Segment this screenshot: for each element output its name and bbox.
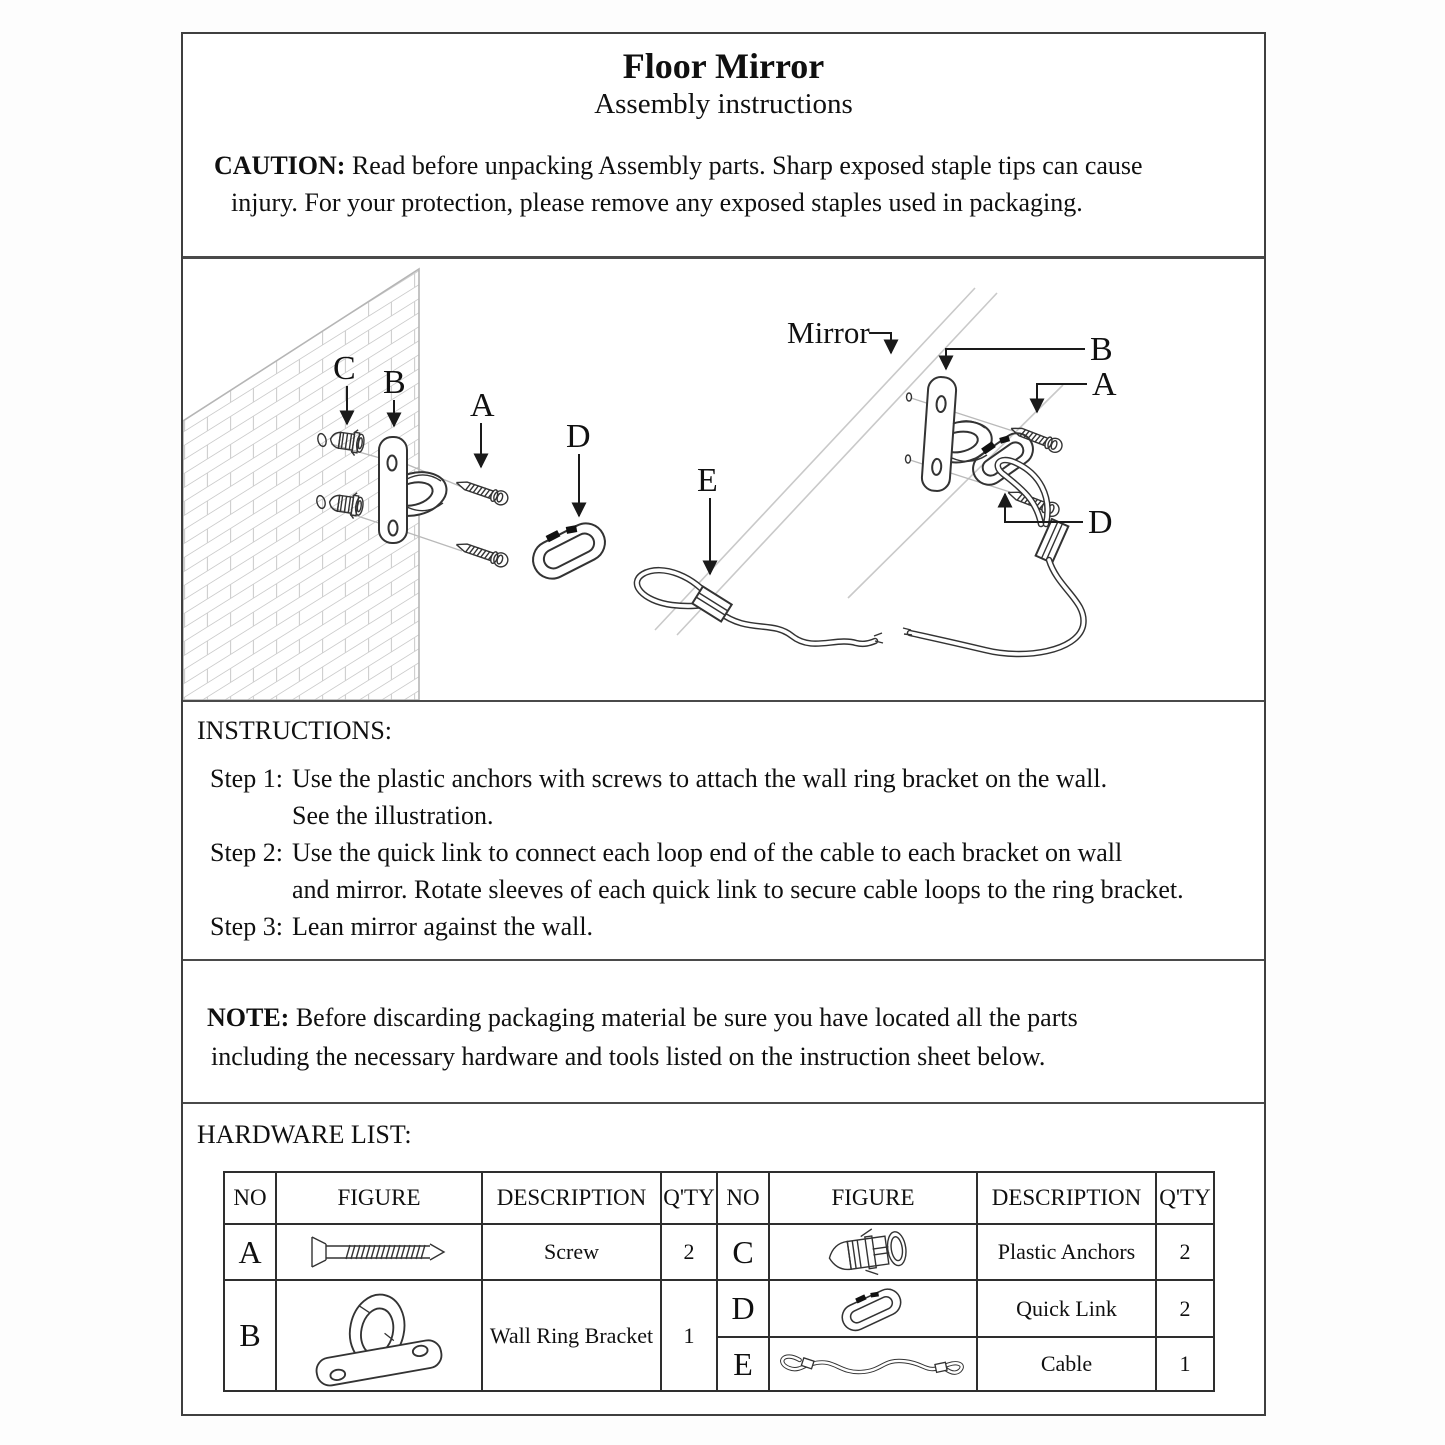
col-no-right: NO	[717, 1172, 769, 1224]
hardware-table	[223, 1171, 1215, 1392]
note-line1: NOTE: Before discarding packaging material be sure you have located all the parts	[207, 1003, 1078, 1032]
page-subtitle: Assembly instructions	[594, 88, 853, 120]
plastic-anchor-figure	[823, 1226, 923, 1278]
item-c-description: Plastic Anchors	[977, 1224, 1156, 1280]
hardware-row-a-c	[224, 1224, 1214, 1280]
item-d-qty: 2	[1156, 1280, 1214, 1337]
page-title: Floor Mirror	[622, 46, 825, 86]
screw-left-2	[454, 538, 510, 569]
caution-line2: injury. For your protection, please remove any exposed staples used in packaging.	[231, 188, 1083, 217]
screw-left-1	[454, 476, 510, 507]
step-1-label: Step 1:	[210, 764, 283, 793]
caution-label: CAUTION:	[214, 151, 346, 180]
label-b-right: B	[1090, 331, 1113, 368]
col-no-left: NO	[224, 1172, 276, 1224]
item-b-description: Wall Ring Bracket	[482, 1280, 661, 1391]
wall-ring-bracket-figure	[299, 1285, 459, 1387]
hardware-section	[183, 1104, 1264, 1414]
item-e-description: Cable	[977, 1337, 1156, 1391]
diagram-section	[183, 259, 1264, 702]
step-3-text: Lean mirror against the wall.	[292, 912, 594, 941]
note-label: NOTE:	[207, 1003, 290, 1032]
sheet-border	[181, 32, 1266, 1416]
item-c-figure	[769, 1224, 977, 1280]
item-d-no: D	[717, 1280, 769, 1337]
label-a: A	[470, 387, 495, 424]
assembly-diagram	[183, 259, 1264, 700]
item-b-qty: 1	[661, 1280, 717, 1391]
screw-figure	[304, 1232, 454, 1272]
caution-paragraph	[214, 147, 1236, 221]
item-a-figure	[276, 1224, 482, 1280]
step-3-line	[210, 908, 1264, 945]
diagram-labels	[333, 315, 1117, 574]
col-figure-right: FIGURE	[769, 1172, 977, 1224]
cable-figure	[773, 1339, 973, 1389]
item-c-no: C	[717, 1224, 769, 1280]
step-2-line	[210, 834, 1264, 871]
note-line2: including the necessary hardware and tools listed on the instruction sheet below.	[211, 1042, 1046, 1071]
quick-link-left	[526, 515, 612, 585]
instructions-section	[183, 702, 1264, 961]
item-e-no: E	[717, 1337, 769, 1391]
hardware-header-row	[224, 1172, 1214, 1224]
label-b: B	[383, 364, 406, 401]
item-a-qty: 2	[661, 1224, 717, 1280]
col-figure-left: FIGURE	[276, 1172, 482, 1224]
step-1-text: Use the plastic anchors with screws to attach the wall ring bracket on the wall.	[292, 764, 1108, 793]
caution-line1: CAUTION: Read before unpacking Assembly parts. Sharp exposed staple tips can cause	[214, 151, 1143, 180]
step-1-line	[210, 760, 1264, 797]
item-e-qty: 1	[1156, 1337, 1214, 1391]
label-c: C	[333, 350, 356, 387]
label-e: E	[697, 462, 718, 499]
step-1-continuation: See the illustration.	[292, 801, 494, 830]
quick-link-figure	[808, 1282, 938, 1336]
mirror-bracket-right	[921, 376, 995, 492]
step-2-text: Use the quick link to connect each loop end of the cable to each bracket on wall	[292, 838, 1123, 867]
col-qty-left: Q'TY	[661, 1172, 717, 1224]
col-description-right: DESCRIPTION	[977, 1172, 1156, 1224]
hardware-row-b-d	[224, 1280, 1214, 1337]
label-mirror: Mirror	[787, 315, 870, 350]
step-2-label: Step 2:	[210, 838, 283, 867]
item-d-figure	[769, 1280, 977, 1337]
item-e-figure	[769, 1337, 977, 1391]
step-2-continuation: and mirror. Rotate sleeves of each quick link to secure cable loops to the ring bracket.	[292, 875, 1184, 904]
screw-right-1	[1009, 422, 1064, 454]
cable-left	[637, 570, 883, 644]
label-d-right: D	[1088, 504, 1113, 541]
label-d: D	[566, 418, 591, 455]
item-c-qty: 2	[1156, 1224, 1214, 1280]
col-description-left: DESCRIPTION	[482, 1172, 661, 1224]
note-section	[183, 961, 1264, 1104]
step-3-label: Step 3:	[210, 912, 283, 941]
item-b-no: B	[224, 1280, 276, 1391]
item-d-description: Quick Link	[977, 1280, 1156, 1337]
title-section	[183, 34, 1264, 259]
item-b-figure	[276, 1280, 482, 1391]
instructions-heading: INSTRUCTIONS:	[197, 716, 393, 745]
col-qty-right: Q'TY	[1156, 1172, 1214, 1224]
hardware-heading: HARDWARE LIST:	[197, 1120, 412, 1149]
item-a-no: A	[224, 1224, 276, 1280]
item-a-description: Screw	[482, 1224, 661, 1280]
label-a-right: A	[1092, 366, 1117, 403]
